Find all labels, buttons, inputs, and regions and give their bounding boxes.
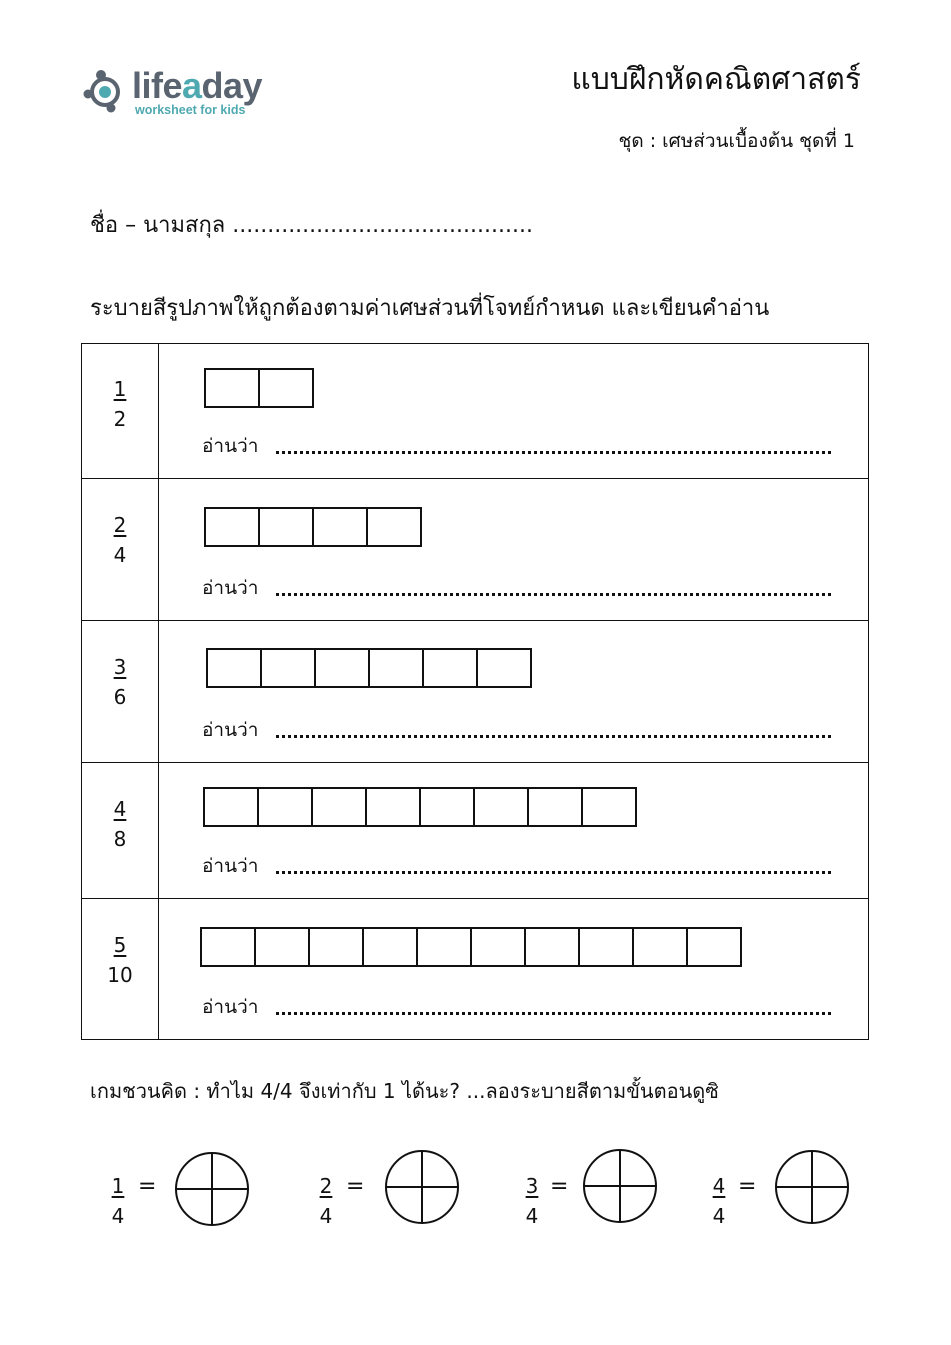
row-divider [82, 898, 868, 899]
quarter-fraction-label [519, 1174, 545, 1228]
bar-cell[interactable] [476, 648, 532, 688]
fraction-label [100, 932, 140, 988]
answer-line[interactable] [276, 451, 831, 454]
answer-line[interactable] [276, 871, 831, 874]
row-divider [82, 620, 868, 621]
student-name-line: ชื่อ – นามสกุล ........................................... [90, 213, 533, 238]
numerator: 1 [113, 377, 127, 401]
quarter-circle[interactable] [174, 1151, 250, 1227]
numerator: 4 [113, 797, 127, 821]
bar-cell[interactable] [416, 927, 472, 967]
equals-sign: = [138, 1174, 157, 1199]
fraction-bar-tenths [200, 927, 742, 967]
molecule-icon [80, 66, 130, 116]
denominator: 4 [712, 1204, 726, 1228]
numerator: 1 [111, 1174, 125, 1198]
logo-text-a: a [182, 65, 202, 106]
read-label: อ่านว่า [202, 577, 259, 599]
answer-line[interactable] [276, 593, 831, 596]
bar-cell[interactable] [311, 787, 367, 827]
bar-cell[interactable] [419, 787, 475, 827]
bar-cell[interactable] [527, 787, 583, 827]
bar-cell[interactable] [257, 787, 313, 827]
fraction-table [81, 343, 869, 1040]
bar-cell[interactable] [200, 927, 256, 967]
denominator: 4 [525, 1204, 539, 1228]
column-divider [158, 344, 159, 1039]
bar-cell[interactable] [365, 787, 421, 827]
bar-cell[interactable] [578, 927, 634, 967]
fraction-bar-sixths [206, 648, 532, 688]
quarter-fraction-label [105, 1174, 131, 1228]
logo-text-life: life [132, 65, 183, 106]
equals-sign: = [550, 1174, 569, 1199]
fraction-label [100, 512, 140, 568]
logo-text-day: day [201, 65, 263, 106]
numerator: 3 [113, 655, 127, 679]
lifeaday-logo [80, 62, 280, 122]
bar-cell[interactable] [260, 648, 316, 688]
bar-cell[interactable] [366, 507, 422, 547]
numerator: 3 [525, 1174, 539, 1198]
bar-cell[interactable] [581, 787, 637, 827]
bar-cell[interactable] [632, 927, 688, 967]
denominator: 4 [113, 543, 127, 567]
quarter-circle[interactable] [582, 1148, 658, 1224]
bar-cell[interactable] [368, 648, 424, 688]
bar-cell[interactable] [308, 927, 364, 967]
bar-cell[interactable] [258, 368, 314, 408]
bar-cell[interactable] [686, 927, 742, 967]
quarter-fraction-label [706, 1174, 732, 1228]
answer-line[interactable] [276, 735, 831, 738]
read-label: อ่านว่า [202, 996, 259, 1018]
bar-cell[interactable] [204, 368, 260, 408]
thinking-game-prompt: เกมชวนคิด : ทำไม 4/4 จึงเท่ากับ 1 ได้นะ? ...ลองระบายสีตามขั้นตอนดูซิ [90, 1079, 719, 1103]
instruction-text: ระบายสีรูปภาพให้ถูกต้องตามค่าเศษส่วนที่โจทย์กำหนด และเขียนคำอ่าน [90, 296, 770, 321]
bar-cell[interactable] [203, 787, 259, 827]
denominator: 4 [111, 1204, 125, 1228]
denominator: 10 [107, 963, 133, 987]
numerator: 4 [712, 1174, 726, 1198]
read-label: อ่านว่า [202, 719, 259, 741]
bar-cell[interactable] [254, 927, 310, 967]
read-label: อ่านว่า [202, 855, 259, 877]
equals-sign: = [346, 1174, 365, 1199]
denominator: 8 [113, 827, 127, 851]
bar-cell[interactable] [422, 648, 478, 688]
numerator: 2 [113, 513, 127, 537]
equals-sign: = [738, 1174, 757, 1199]
bar-cell[interactable] [524, 927, 580, 967]
read-label: อ่านว่า [202, 435, 259, 457]
worksheet-title: แบบฝึกหัดคณิตศาสตร์ [571, 62, 861, 97]
fraction-bar-eighths [203, 787, 637, 827]
bar-cell[interactable] [470, 927, 526, 967]
quarter-circle[interactable] [774, 1149, 850, 1225]
bar-cell[interactable] [362, 927, 418, 967]
answer-line[interactable] [276, 1012, 831, 1015]
denominator: 2 [113, 407, 127, 431]
numerator: 5 [113, 933, 127, 957]
fraction-label [100, 376, 140, 432]
row-divider [82, 478, 868, 479]
logo-tagline: worksheet for kids [135, 103, 246, 117]
bar-cell[interactable] [204, 507, 260, 547]
bar-cell[interactable] [258, 507, 314, 547]
logo-wordmark [132, 66, 262, 106]
bar-cell[interactable] [206, 648, 262, 688]
denominator: 4 [319, 1204, 333, 1228]
fraction-bar-halves [204, 368, 314, 408]
quarter-fraction-label [313, 1174, 339, 1228]
row-divider [82, 762, 868, 763]
bar-cell[interactable] [473, 787, 529, 827]
worksheet-subtitle: ชุด : เศษส่วนเบื้องต้น ชุดที่ 1 [618, 130, 855, 152]
fraction-bar-quarters [204, 507, 422, 547]
denominator: 6 [113, 685, 127, 709]
fraction-label [100, 654, 140, 710]
quarter-circle[interactable] [384, 1149, 460, 1225]
numerator: 2 [319, 1174, 333, 1198]
fraction-label [100, 796, 140, 852]
bar-cell[interactable] [312, 507, 368, 547]
bar-cell[interactable] [314, 648, 370, 688]
